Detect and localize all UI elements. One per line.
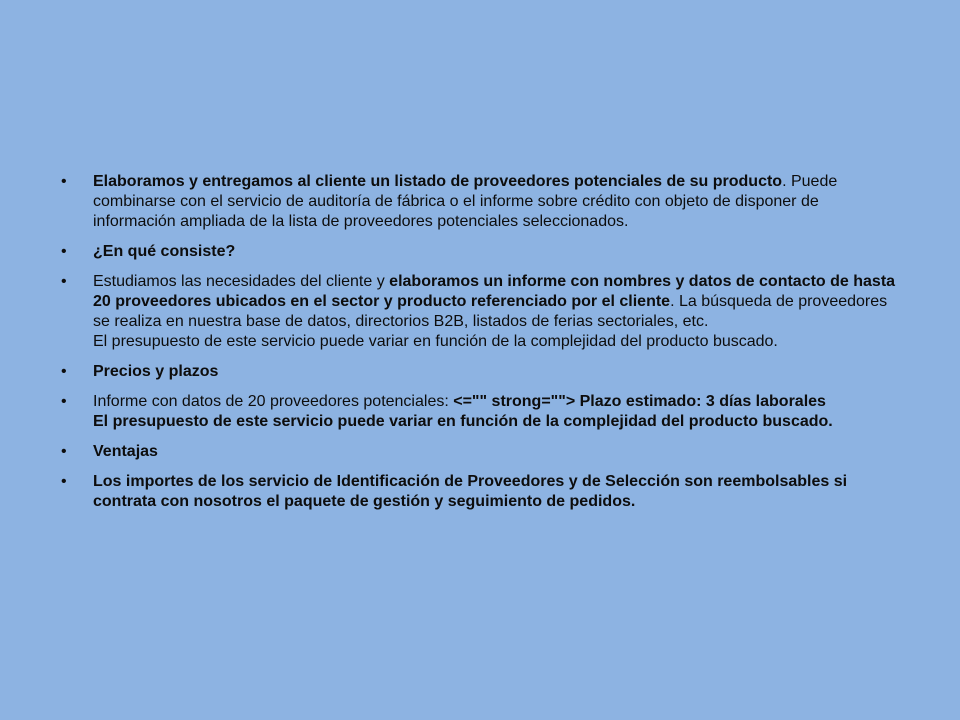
- informe-paragraph: [93, 392, 900, 412]
- list-item-precios-y-plazos: [60, 362, 900, 382]
- precios-y-plazos-heading: Precios y plazos: [93, 363, 219, 380]
- list-item-listado: [60, 172, 900, 232]
- bullet-list: [60, 172, 900, 522]
- ventajas-heading: Ventajas: [93, 443, 158, 460]
- listado-bold-text: Elaboramos y entregamos al cliente un listado de proveedores potenciales de su producto: [93, 173, 783, 190]
- list-item-ventajas: [60, 442, 900, 462]
- bullet-icon: •: [61, 393, 67, 410]
- estudiamos-text-end: . La búsqueda de proveedores se realiza en nuestra base de datos, directorios B2B, listados de ferias sectoriales, etc.: [93, 293, 888, 330]
- bullet-icon: •: [61, 443, 67, 460]
- bullet-icon: •: [61, 273, 67, 290]
- presupuesto-bold-text: El presupuesto de este servicio puede variar en función de la complejidad del producto buscado.: [93, 413, 833, 430]
- plazo-estimado-text: <="" strong=""> Plazo estimado: 3 días laborales: [453, 393, 826, 410]
- reembolsables-text: Los importes de los servicio de Identificación de Proveedores y de Selección son reembolsables si contrata con nosotros el paquete de gestión y seguimiento de pedidos.: [93, 473, 848, 510]
- estudiamos-bold-text: elaboramos un informe con nombres y datos de contacto de hasta 20 proveedores ubicados en el sector y producto referenciado por el cliente: [93, 273, 896, 310]
- presupuesto-text: El presupuesto de este servicio puede variar en función de la complejidad del producto buscado.: [93, 333, 778, 350]
- list-item-reembolsables: [60, 472, 900, 512]
- bullet-icon: •: [61, 363, 67, 380]
- list-item-en-que-consiste: [60, 242, 900, 262]
- estudiamos-paragraph: [93, 272, 900, 332]
- bullet-icon: •: [61, 173, 67, 190]
- listado-text: . Puede combinarse con el servicio de auditoría de fábrica o el informe sobre crédito con objeto de disponer de información ampliada de la lista de proveedores potenciales seleccionados.: [93, 173, 838, 230]
- list-item-estudiamos: [60, 272, 900, 352]
- bullet-icon: •: [61, 473, 67, 490]
- informe-text: Informe con datos de 20 proveedores potenciales:: [93, 393, 454, 410]
- list-item-informe: [60, 392, 900, 432]
- estudiamos-text: Estudiamos las necesidades del cliente y: [93, 273, 390, 290]
- bullet-icon: •: [61, 243, 67, 260]
- en-que-consiste-heading: ¿En qué consiste?: [93, 243, 236, 260]
